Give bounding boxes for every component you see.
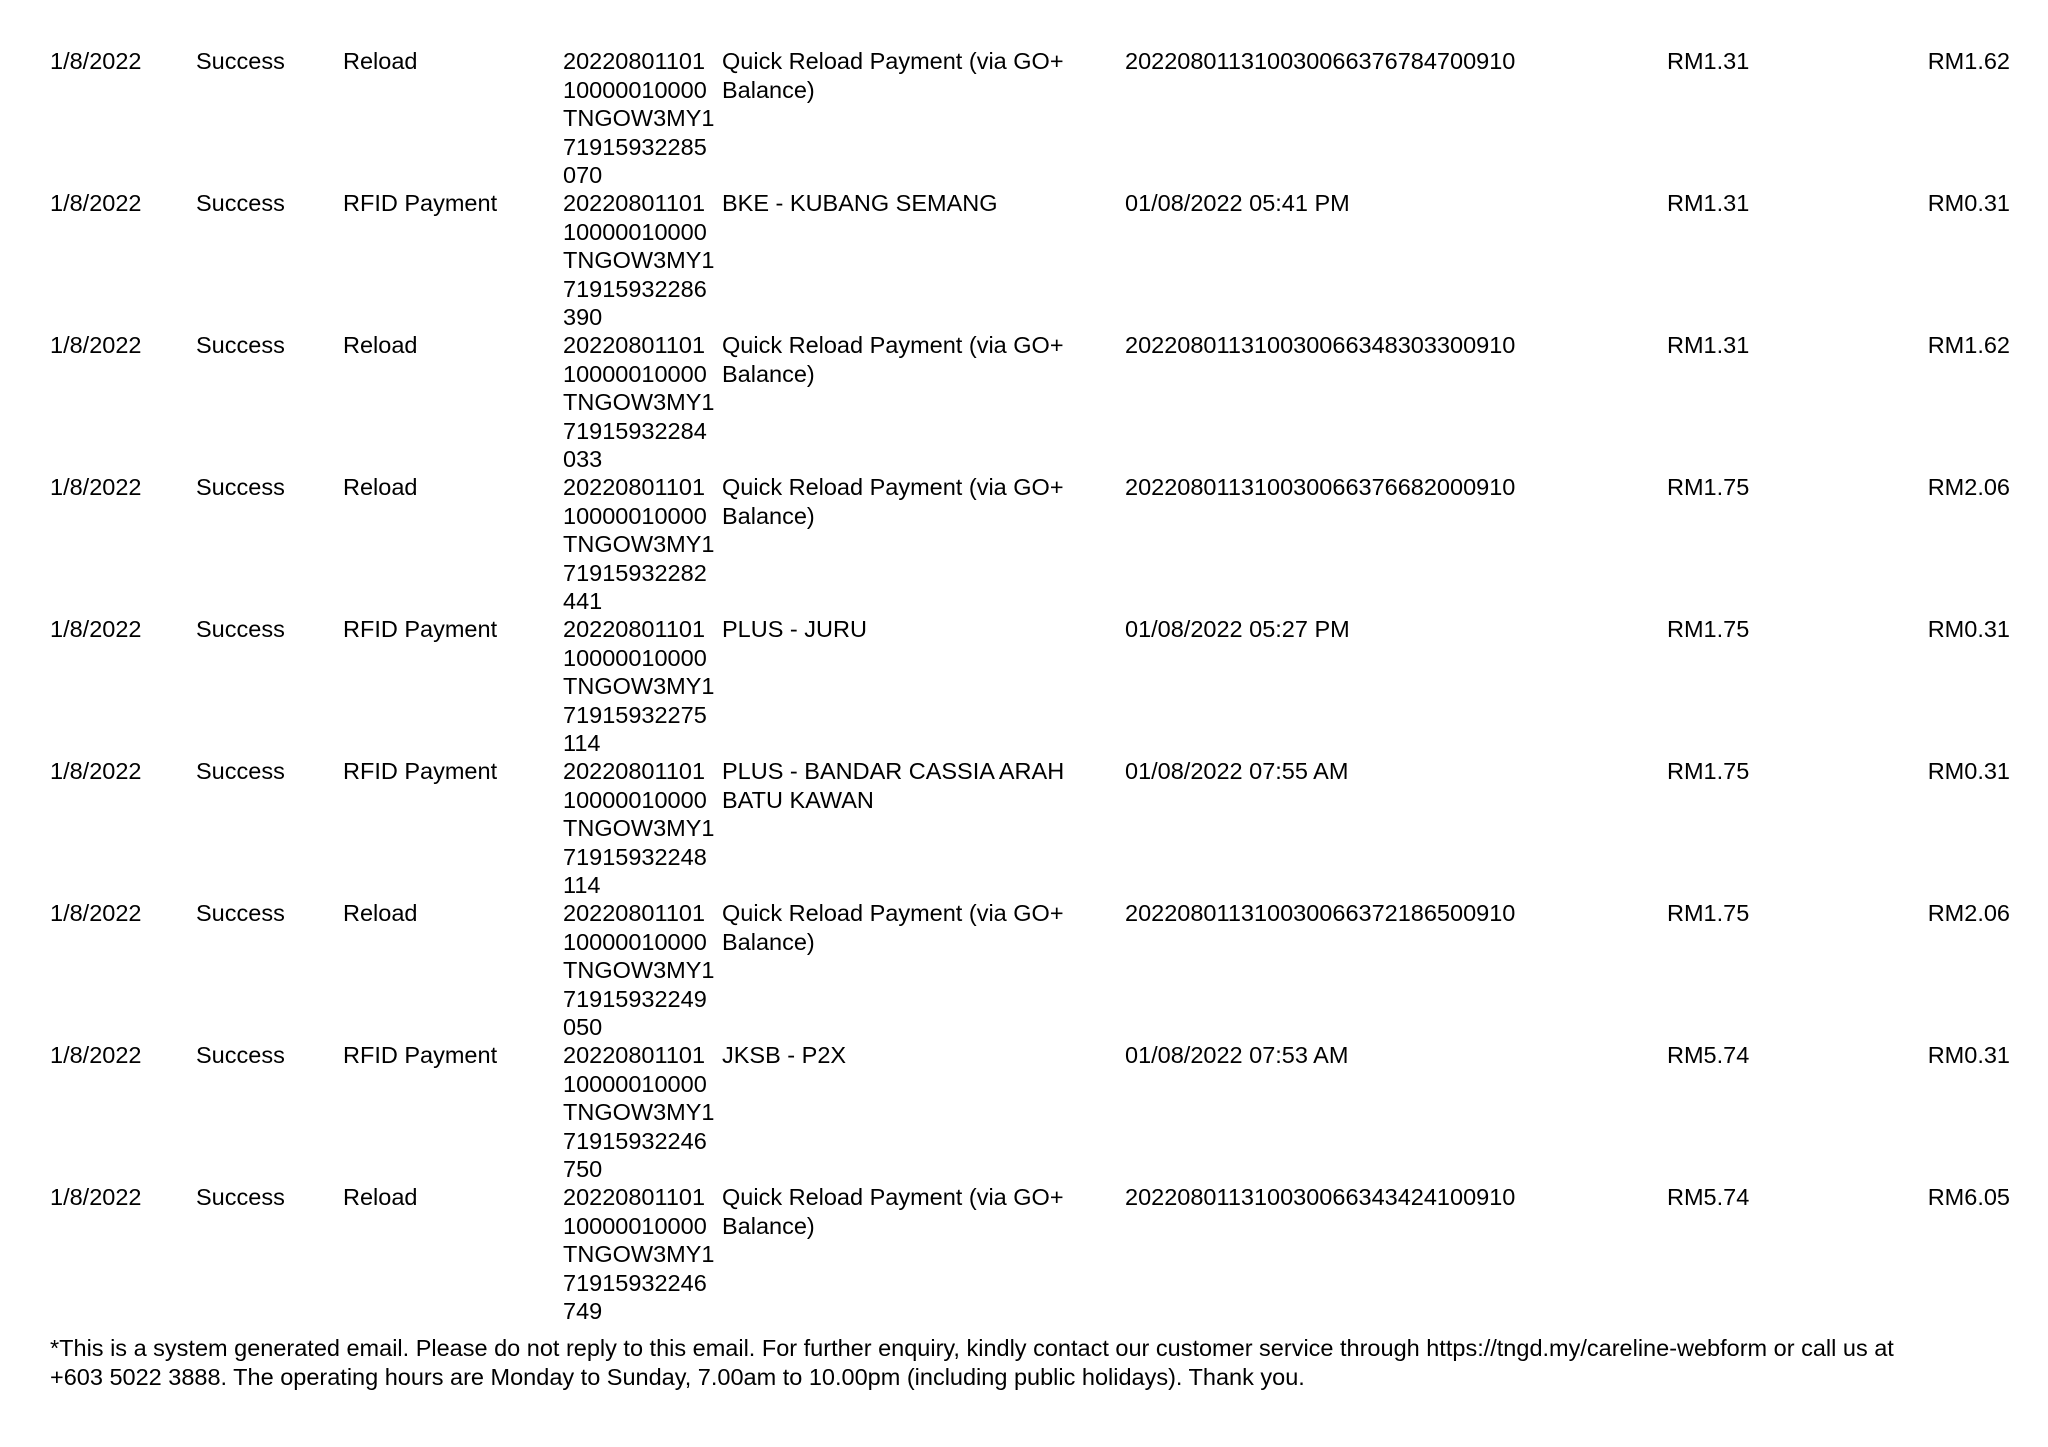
transaction-description <box>722 615 867 644</box>
transaction-id-line: 441 <box>563 588 603 614</box>
table-row <box>50 331 2010 473</box>
wallet-balance: RM0.31 <box>1927 1042 2010 1068</box>
transaction-status: Success <box>196 332 285 358</box>
transaction-date: 1/8/2022 <box>50 474 142 500</box>
transaction-status: Success <box>196 758 285 784</box>
transaction-id <box>563 1183 713 1326</box>
transaction-id-line: 71915932275 <box>563 701 707 728</box>
transaction-date: 1/8/2022 <box>50 900 142 926</box>
transaction-amount: RM1.75 <box>1667 900 1750 926</box>
transaction-id-line: 10000010000 <box>563 360 707 387</box>
transaction-id-line: 71915932284 <box>563 417 707 444</box>
transaction-id-line: 20220801101 <box>563 1042 706 1068</box>
transaction-id-line: 71915932285 <box>563 133 707 160</box>
transaction-id-line: 10000010000 <box>563 76 707 103</box>
transaction-id-line: 750 <box>563 1156 603 1182</box>
transaction-description <box>722 473 1064 530</box>
wallet-balance: RM6.05 <box>1927 1184 2010 1210</box>
transaction-id-line: 070 <box>563 162 603 188</box>
transaction-id-line: 10000010000 <box>563 502 707 529</box>
transaction-id <box>563 899 713 1042</box>
transaction-id-line: 10000010000 <box>563 928 707 955</box>
transaction-id-line: 20220801101 <box>563 616 706 642</box>
transaction-id-line: 10000010000 <box>563 1212 707 1239</box>
transaction-amount: RM5.74 <box>1667 1042 1750 1068</box>
transaction-reference: 01/08/2022 07:53 AM <box>1125 1042 1349 1068</box>
table-row <box>50 757 2010 899</box>
table-row <box>50 1183 2010 1325</box>
table-row <box>50 899 2010 1041</box>
transaction-type: Reload <box>343 474 418 500</box>
transaction-status: Success <box>196 1042 285 1068</box>
transaction-amount: RM1.31 <box>1667 190 1750 216</box>
transaction-date: 1/8/2022 <box>50 190 142 216</box>
transaction-amount: RM1.75 <box>1667 616 1750 642</box>
table-row <box>50 47 2010 189</box>
transaction-id-line: 10000010000 <box>563 644 707 671</box>
transaction-status: Success <box>196 900 285 926</box>
description-line: Quick Reload Payment (via GO+ <box>722 332 1064 358</box>
transaction-id <box>563 473 713 616</box>
transaction-id-line: 20220801101 <box>563 332 706 358</box>
transaction-id-line: 71915932286 <box>563 275 707 302</box>
transaction-description <box>722 899 1064 956</box>
transaction-id-line: 20220801101 <box>563 48 706 74</box>
transaction-description <box>722 1041 846 1070</box>
transaction-id-line: TNGOW3MY1 <box>563 1099 715 1125</box>
transaction-reference: 01/08/2022 05:27 PM <box>1125 616 1350 642</box>
transaction-date: 1/8/2022 <box>50 1184 142 1210</box>
transaction-date: 1/8/2022 <box>50 758 142 784</box>
wallet-balance: RM0.31 <box>1927 616 2010 642</box>
disclaimer-line: *This is a system generated email. Please do not reply to this email. For further enquiry, kindly contact our customer service through https://tngd.my/careline-webform or call us at <box>50 1335 1894 1361</box>
transaction-type: RFID Payment <box>343 1042 498 1068</box>
transaction-id <box>563 189 713 332</box>
description-line: Quick Reload Payment (via GO+ <box>722 48 1064 74</box>
transaction-id-line: 390 <box>563 304 603 330</box>
transaction-amount: RM5.74 <box>1667 1184 1750 1210</box>
description-line: Balance) <box>722 928 815 955</box>
transaction-date: 1/8/2022 <box>50 616 142 642</box>
transaction-reference: 01/08/2022 05:41 PM <box>1125 190 1350 216</box>
transaction-id <box>563 757 713 900</box>
wallet-balance: RM2.06 <box>1927 474 2010 500</box>
table-row <box>50 1041 2010 1183</box>
transaction-type: Reload <box>343 48 418 74</box>
transaction-date: 1/8/2022 <box>50 48 142 74</box>
description-line: Balance) <box>722 360 815 387</box>
transaction-id-line: TNGOW3MY1 <box>563 673 715 699</box>
disclaimer-note <box>50 1334 2010 1392</box>
transaction-date: 1/8/2022 <box>50 1042 142 1068</box>
transaction-reference: 01/08/2022 07:55 AM <box>1125 758 1349 784</box>
transaction-status: Success <box>196 190 285 216</box>
transaction-id-line: TNGOW3MY1 <box>563 957 715 983</box>
transaction-id-line: 10000010000 <box>563 1070 707 1097</box>
transaction-status: Success <box>196 474 285 500</box>
transaction-reference: 202208011310030066376682000910 <box>1125 474 1516 500</box>
transaction-id-line: TNGOW3MY1 <box>563 389 715 415</box>
transaction-type: RFID Payment <box>343 616 498 642</box>
description-line: JKSB - P2X <box>722 1042 847 1068</box>
transaction-status: Success <box>196 616 285 642</box>
description-line: Balance) <box>722 1212 815 1239</box>
transaction-date: 1/8/2022 <box>50 332 142 358</box>
transaction-type: Reload <box>343 900 418 926</box>
transaction-amount: RM1.75 <box>1667 474 1750 500</box>
table-row <box>50 473 2010 615</box>
description-line: BATU KAWAN <box>722 786 874 813</box>
description-line: Quick Reload Payment (via GO+ <box>722 1184 1064 1210</box>
transaction-reference: 202208011310030066348303300910 <box>1125 332 1516 358</box>
transaction-description <box>722 1183 1064 1240</box>
description-line: Balance) <box>722 76 815 103</box>
transaction-id-line: 20220801101 <box>563 1184 706 1210</box>
transaction-reference: 202208011310030066376784700910 <box>1125 48 1516 74</box>
transaction-id-line: 050 <box>563 1014 603 1040</box>
description-line: Balance) <box>722 502 815 529</box>
transaction-id-line: TNGOW3MY1 <box>563 1241 715 1267</box>
transaction-type: Reload <box>343 1184 418 1210</box>
transaction-id-line: TNGOW3MY1 <box>563 815 715 841</box>
transaction-id-line: TNGOW3MY1 <box>563 531 715 557</box>
description-line: Quick Reload Payment (via GO+ <box>722 474 1064 500</box>
transaction-amount: RM1.31 <box>1667 332 1750 358</box>
wallet-balance: RM0.31 <box>1927 758 2010 784</box>
transaction-type: RFID Payment <box>343 190 498 216</box>
transaction-id <box>563 1041 713 1184</box>
table-row <box>50 615 2010 757</box>
transaction-id-line: 033 <box>563 446 603 472</box>
wallet-balance: RM1.62 <box>1927 332 2010 358</box>
transaction-id-line: 749 <box>563 1298 603 1324</box>
transaction-id-line: 20220801101 <box>563 758 706 784</box>
transaction-id-line: 10000010000 <box>563 786 707 813</box>
disclaimer-line: +603 5022 3888. The operating hours are Monday to Sunday, 7.00am to 10.00pm (including public holidays). Thank you. <box>50 1364 1305 1390</box>
transaction-id <box>563 47 713 190</box>
transaction-description <box>722 47 1064 104</box>
transaction-id <box>563 615 713 758</box>
description-line: PLUS - BANDAR CASSIA ARAH <box>722 758 1065 784</box>
transaction-id-line: 114 <box>563 730 601 756</box>
transaction-table <box>50 47 2010 1325</box>
wallet-balance: RM0.31 <box>1927 190 2010 216</box>
wallet-balance: RM1.62 <box>1927 48 2010 74</box>
transaction-reference: 202208011310030066343424100910 <box>1125 1184 1516 1210</box>
transaction-id-line: 20220801101 <box>563 474 706 500</box>
transaction-amount: RM1.31 <box>1667 48 1750 74</box>
transaction-id-line: 71915932246 <box>563 1127 707 1154</box>
transaction-description <box>722 757 1064 814</box>
transaction-description <box>722 331 1064 388</box>
description-line: BKE - KUBANG SEMANG <box>722 190 998 216</box>
transaction-id-line: TNGOW3MY1 <box>563 247 715 273</box>
table-row <box>50 189 2010 331</box>
description-line: Quick Reload Payment (via GO+ <box>722 900 1064 926</box>
transaction-id-line: 10000010000 <box>563 218 707 245</box>
transaction-id-line: 71915932248 <box>563 843 707 870</box>
transaction-description <box>722 189 998 218</box>
transaction-id-line: 71915932249 <box>563 985 707 1012</box>
transaction-id-line: 20220801101 <box>563 190 706 216</box>
transaction-amount: RM1.75 <box>1667 758 1750 784</box>
wallet-balance: RM2.06 <box>1927 900 2010 926</box>
transaction-id-line: 114 <box>563 872 601 898</box>
transaction-id <box>563 331 713 474</box>
transaction-type: RFID Payment <box>343 758 498 784</box>
transaction-id-line: 71915932246 <box>563 1269 707 1296</box>
transaction-id-line: 20220801101 <box>563 900 706 926</box>
description-line: PLUS - JURU <box>722 616 867 642</box>
transaction-type: Reload <box>343 332 418 358</box>
transaction-status: Success <box>196 48 285 74</box>
transaction-id-line: TNGOW3MY1 <box>563 105 715 131</box>
transaction-status: Success <box>196 1184 285 1210</box>
transaction-reference: 202208011310030066372186500910 <box>1125 900 1516 926</box>
transaction-id-line: 71915932282 <box>563 559 707 586</box>
